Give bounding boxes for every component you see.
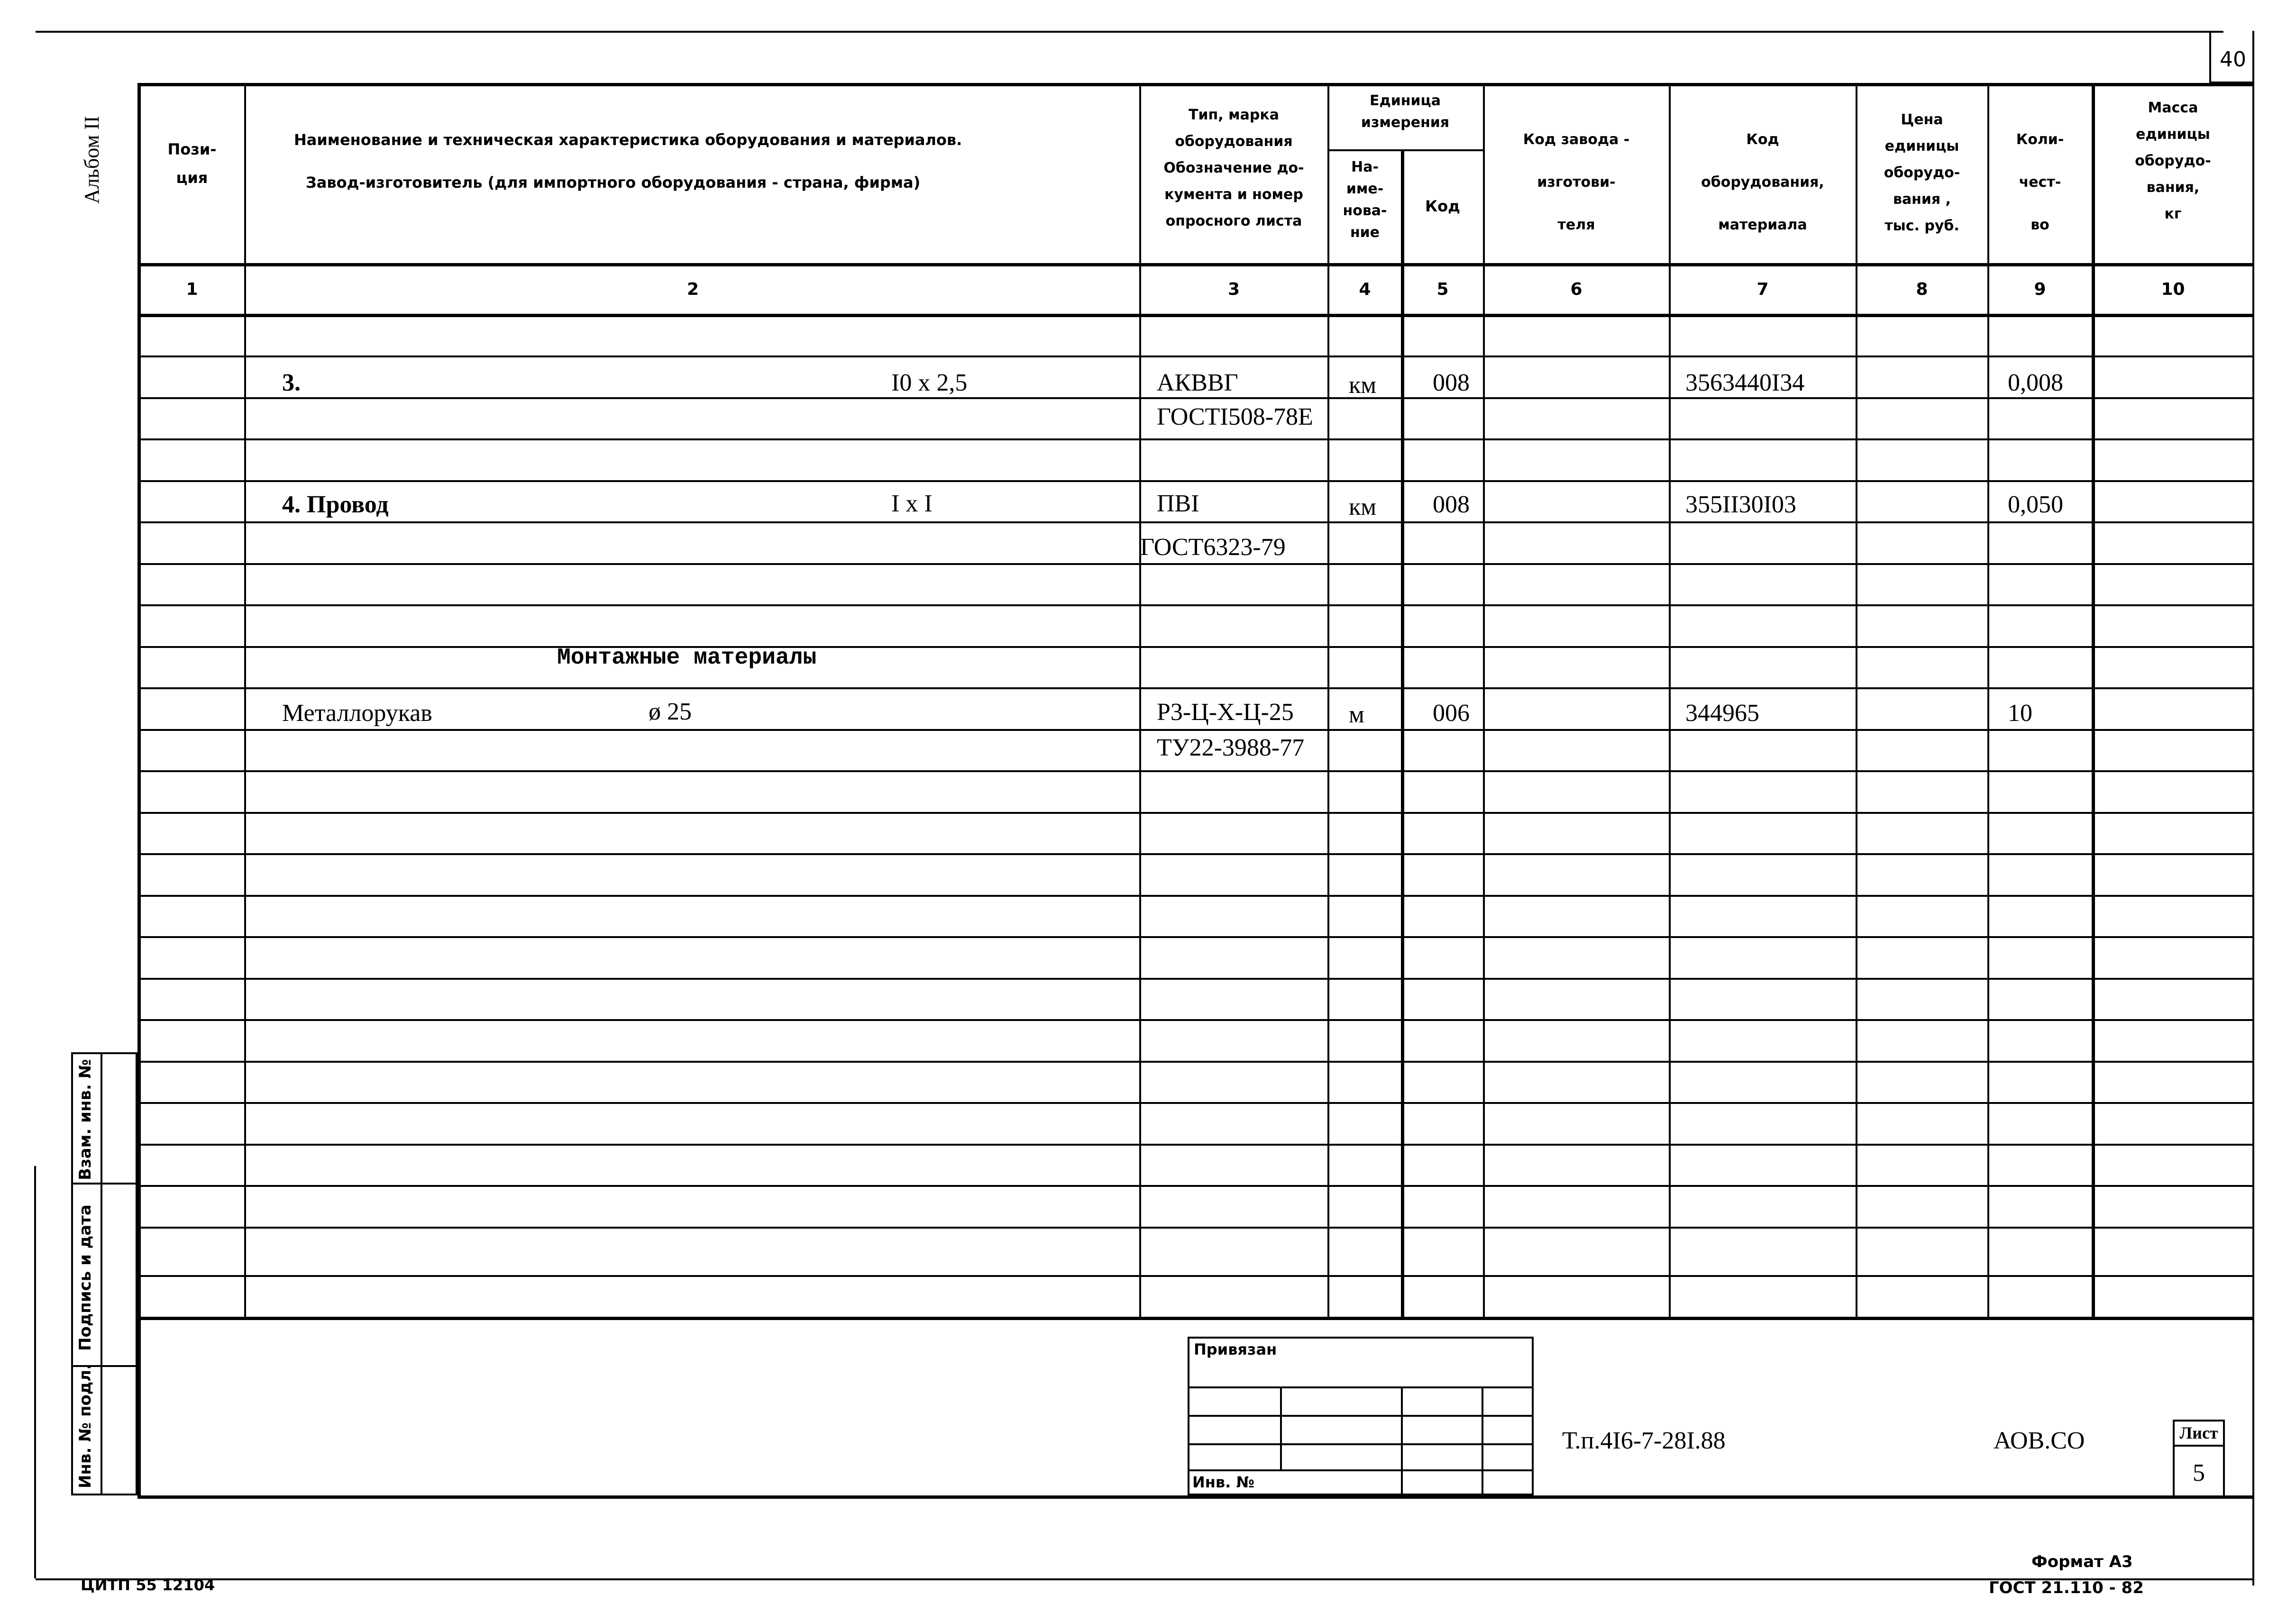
col-div-5	[1483, 83, 1485, 1317]
colnum-3: 3	[1227, 280, 1240, 299]
colnum-8: 8	[1916, 280, 1928, 299]
row3-qty: 0,050	[2008, 491, 2063, 518]
album-label: Альбом II	[80, 116, 103, 204]
col-div-2	[1139, 83, 1141, 1317]
footer-format: Формат А3	[2031, 1552, 2133, 1571]
col-div-9	[2092, 83, 2095, 1317]
header-unit-code: Код	[1425, 197, 1460, 215]
row-line	[137, 1275, 2252, 1277]
row6-code: 344965	[1685, 700, 1759, 727]
header-bottom	[137, 263, 2252, 266]
right-border	[2252, 31, 2254, 1586]
row1-unit-code: 008	[1433, 369, 1470, 396]
row6-unit: м	[1349, 701, 1364, 728]
footer-gost: ГОСТ 21.110 - 82	[1989, 1578, 2144, 1597]
row-line	[137, 646, 2252, 648]
header-price: Цена единицы оборудо- вания , тыс. руб.	[1884, 111, 1960, 234]
sheet-value: 5	[2193, 1459, 2205, 1486]
left-mark	[34, 1166, 36, 1578]
header-equipment-code: Код оборудования, материала	[1701, 131, 1824, 233]
row1-code: 3563440I34	[1685, 369, 1805, 396]
header-position: Пози- ция	[167, 140, 217, 187]
row-line	[137, 853, 2252, 855]
footer-left: ЦИТП 55 12104	[81, 1576, 215, 1594]
col-div-7	[1856, 83, 1857, 1317]
row1-unit: км	[1349, 372, 1377, 399]
side-stamp-inv: Инв. № подл.	[76, 1363, 95, 1488]
table-top	[137, 83, 2252, 86]
row-line	[137, 521, 2252, 523]
row-line	[137, 563, 2252, 565]
row6-type: Р3-Ц-Х-Ц-25	[1157, 699, 1294, 726]
row6-qty: 10	[2008, 700, 2032, 727]
row3-name: 4. Провод	[282, 491, 389, 518]
row1-name: 3.	[282, 369, 301, 396]
row1-type: АКВВГ	[1157, 369, 1238, 396]
bound-col	[1401, 1386, 1403, 1495]
row1-qty: 0,008	[2008, 369, 2063, 396]
row-line	[137, 812, 2252, 814]
bound-label: Привязан	[1194, 1340, 1277, 1358]
row-line	[137, 729, 2252, 731]
header-type: Тип, марка оборудования Обозначение до- кумента и номер опросного листа	[1163, 107, 1304, 229]
header-name: Наименование и техническая характеристика оборудования и материалов. Завод-изготовитель (для импортного оборудования - страна, фирма)	[294, 131, 962, 191]
row-line	[137, 355, 2252, 357]
row-line	[137, 1061, 2252, 1063]
doc-mark: АОВ.СО	[1994, 1427, 2085, 1454]
header-quantity: Коли- чест- во	[2016, 131, 2064, 233]
row-line	[137, 1227, 2252, 1229]
sheet-cell-line	[2173, 1445, 2225, 1447]
section-title: Монтажные материалы	[557, 645, 817, 671]
colnum-10: 10	[2161, 280, 2185, 299]
bound-col	[1280, 1386, 1282, 1469]
colnum-9: 9	[2034, 280, 2046, 299]
col-div-3	[1327, 83, 1329, 1317]
row-line	[137, 1185, 2252, 1187]
body-bottom	[137, 1317, 2252, 1320]
stamp-bottom	[137, 1495, 2252, 1499]
row7-type: ТУ22-3988-77	[1157, 734, 1305, 761]
row-line	[137, 1144, 2252, 1146]
sheet-number: 40	[2220, 47, 2246, 72]
row3-unit-code: 008	[1433, 491, 1470, 518]
row-line	[137, 397, 2252, 399]
colnum-6: 6	[1570, 280, 1583, 299]
row-line	[137, 604, 2252, 606]
side-stamp-line	[71, 1183, 137, 1185]
col-div-1	[244, 83, 246, 1317]
row6-spec: ø 25	[649, 698, 692, 725]
row-line	[137, 770, 2252, 772]
top-border	[36, 31, 2223, 33]
row3-spec: I x I	[891, 490, 933, 517]
row3-type: ПВI	[1157, 490, 1199, 517]
header-mass: Масса единицы оборудо- вания, кг	[2135, 100, 2211, 222]
row1-spec: I0 x 2,5	[891, 369, 968, 396]
header-factory-code: Код завода - изготови- теля	[1523, 131, 1630, 233]
colnum-1: 1	[186, 280, 198, 299]
header-unit-name: На- име- нова- ние	[1343, 159, 1387, 241]
bound-col	[1482, 1386, 1483, 1495]
colnum-5: 5	[1436, 280, 1449, 299]
side-stamp-divider	[101, 1052, 102, 1495]
sheet-label: Лист	[2179, 1423, 2218, 1442]
row6-name: Металлорукав	[282, 700, 432, 727]
row4-type: ГОСТ6323-79	[1140, 534, 1286, 561]
row-line	[137, 978, 2252, 980]
colnum-7: 7	[1756, 280, 1769, 299]
row-line	[137, 480, 2252, 482]
header-unit-group: Единица измерения	[1361, 92, 1450, 131]
side-stamp-replace: Взам. инв. №	[76, 1059, 95, 1180]
col-div-4	[1401, 149, 1404, 1317]
unit-group-line	[1327, 149, 1483, 151]
inv-label: Инв. №	[1192, 1473, 1254, 1491]
row3-unit: км	[1349, 493, 1377, 520]
row-line	[137, 687, 2252, 689]
numbers-bottom	[137, 314, 2252, 317]
row-line	[137, 1102, 2252, 1104]
doc-code: Т.п.4I6-7-28I.88	[1562, 1427, 1726, 1454]
row-line	[137, 438, 2252, 440]
row6-unit-code: 006	[1433, 700, 1470, 727]
row-line	[137, 936, 2252, 938]
sheet-box-left	[2209, 31, 2211, 83]
row-line	[137, 895, 2252, 897]
col-div-8	[1987, 83, 1989, 1317]
colnum-2: 2	[686, 280, 699, 299]
row2-type: ГОСТI508-78Е	[1157, 403, 1313, 430]
bottom-border	[36, 1578, 2252, 1580]
colnum-4: 4	[1359, 280, 1371, 299]
row-line	[137, 1019, 2252, 1021]
row3-code: 355II30I03	[1685, 491, 1796, 518]
side-stamp-signature: Подпись и дата	[76, 1204, 95, 1351]
col-div-6	[1669, 83, 1671, 1317]
